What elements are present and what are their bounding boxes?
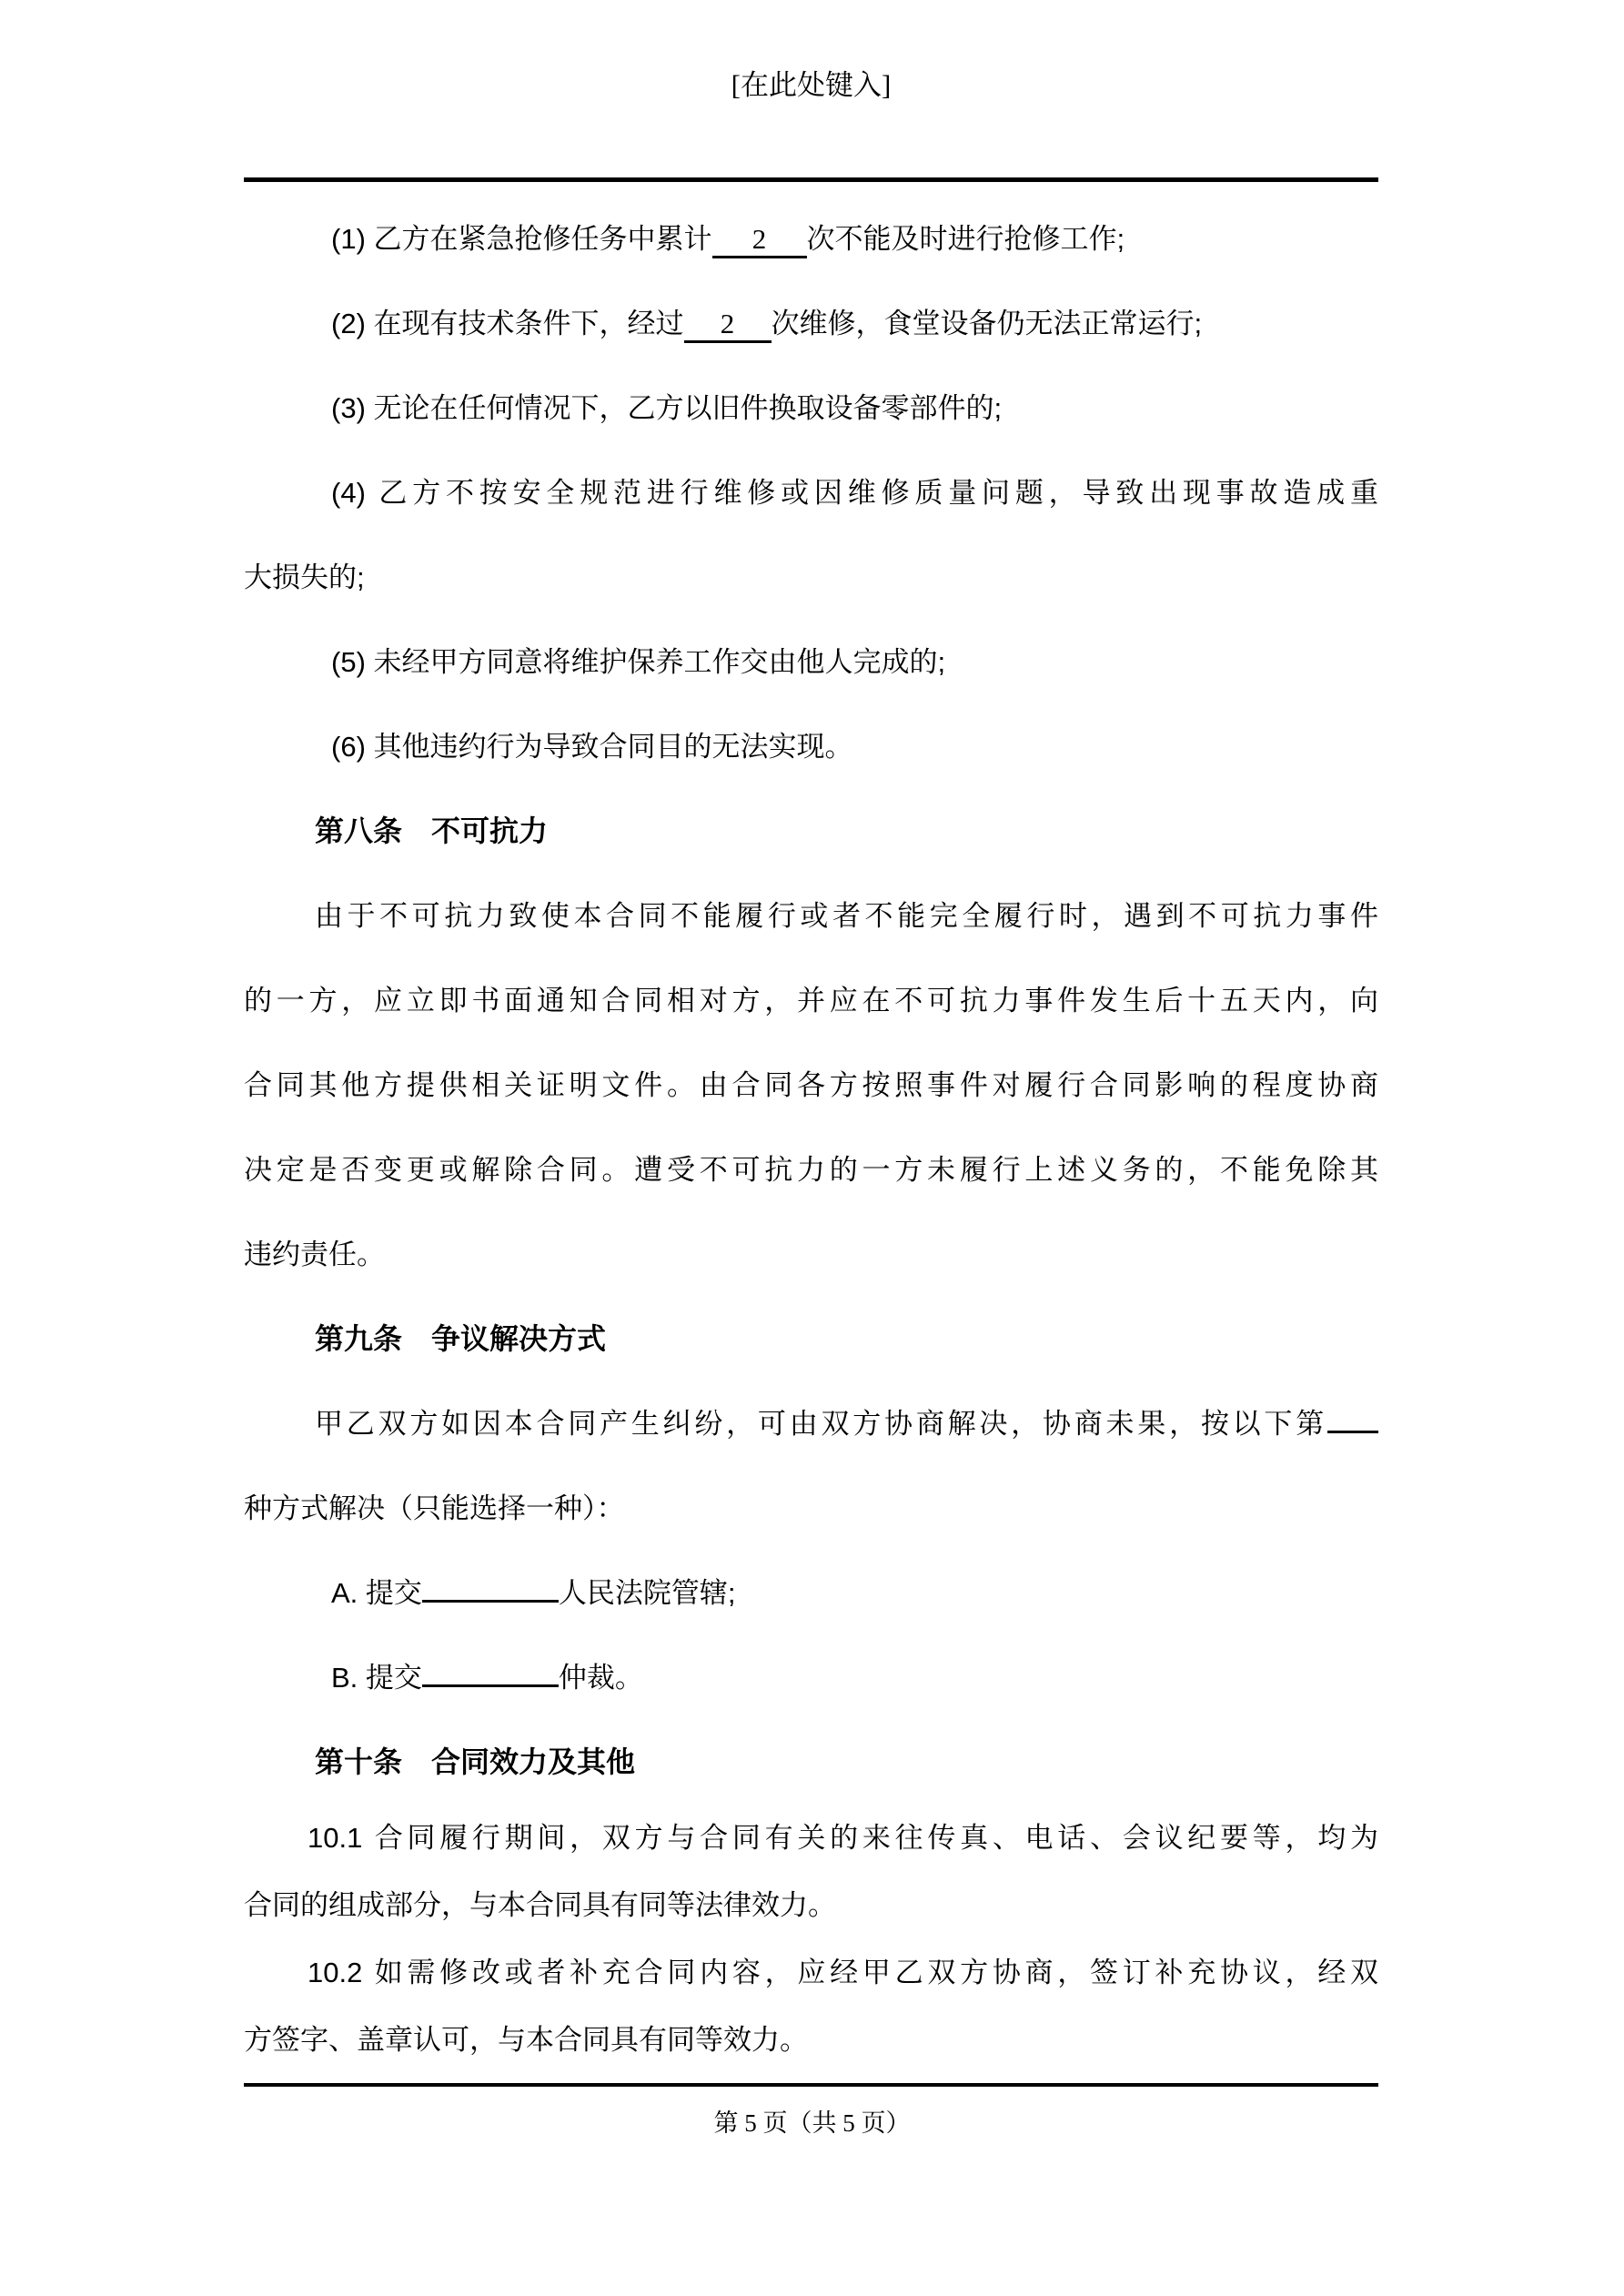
text-run: (1) 乙方在紧急抢修任务中累计 — [331, 223, 712, 255]
text-run: (2) 在现有技术条件下，经过 — [331, 308, 684, 339]
text-run: B. 提交 — [331, 1662, 422, 1694]
blank-maintenance-times[interactable]: 2 — [684, 308, 772, 343]
breach-item-4-line-2: 大损失的; — [244, 561, 365, 593]
article-8-para-line-2: 的一方，应立即书面通知合同相对方，并应在不可抗力事件发生后十五天内，向 — [244, 985, 1378, 1017]
header-type-here-placeholder[interactable]: [在此处键入] — [731, 69, 892, 101]
breach-item-6: (6) 其他违约行为导致合同目的无法实现。 — [331, 731, 853, 763]
article-8-para-line-3: 合同其他方提供相关证明文件。由合同各方按照事件对履行合同影响的程度协商 — [244, 1069, 1378, 1101]
article-9-para-line-1 — [244, 1381, 1378, 1466]
article-9-heading: 第九条 争议解决方式 — [315, 1322, 607, 1355]
text-run: 次维修，食堂设备仍无法正常运行; — [771, 308, 1203, 339]
article-8-para-line-5: 违约责任。 — [244, 1239, 385, 1270]
text-run: 人民法院管辖; — [558, 1577, 736, 1609]
breach-item-4-line-1: (4) 乙方不按安全规范进行维修或因维修质量问题，导致出现事故造成重 — [331, 477, 1378, 509]
clause-10-1-line-1: 10.1 合同履行期间，双方与合同有关的来往传真、电话、会议纪要等，均为 — [308, 1822, 1378, 1854]
article-10-heading: 第十条 合同效力及其他 — [315, 1745, 636, 1778]
breach-item-3: (3) 无论在任何情况下，乙方以旧件换取设备零部件的; — [331, 392, 1003, 424]
clause-10-1-line-2: 合同的组成部分，与本合同具有同等法律效力。 — [244, 1889, 836, 1921]
breach-item-1 — [244, 197, 1378, 281]
option-b-line — [244, 1635, 1378, 1720]
text-run: 仲裁。 — [558, 1662, 643, 1694]
page-header — [244, 0, 1378, 182]
blank-court-name[interactable] — [422, 1600, 559, 1603]
blank-dispute-method-number[interactable] — [1327, 1431, 1378, 1433]
document-body — [244, 182, 1378, 2074]
text-run: A. 提交 — [331, 1577, 422, 1609]
option-a-line — [244, 1551, 1378, 1635]
breach-item-5: (5) 未经甲方同意将维护保养工作交由他人完成的; — [331, 646, 946, 678]
blank-repair-times[interactable]: 2 — [712, 223, 807, 258]
article-8-heading: 第八条 不可抗力 — [315, 814, 549, 847]
blank-arbitration-name[interactable] — [422, 1684, 559, 1687]
clause-10-2-line-1: 10.2 如需修改或者补充合同内容，应经甲乙双方协商，签订补充协议，经双 — [308, 1957, 1378, 1988]
article-8-para-line-1: 由于不可抗力致使本合同不能履行或者不能完全履行时，遇到不可抗力事件 — [315, 900, 1378, 932]
article-8-para-line-4: 决定是否变更或解除合同。遭受不可抗力的一方未履行上述义务的，不能免除其 — [244, 1154, 1378, 1186]
breach-item-2 — [244, 281, 1378, 366]
text-run: 甲乙双方如因本合同产生纠纷，可由双方协商解决，协商未果，按以下第 — [315, 1408, 1327, 1440]
text-run: 次不能及时进行抢修工作; — [806, 223, 1125, 255]
page-number-text: 第 5 页（共 5 页） — [713, 2109, 911, 2137]
page-footer — [0, 2087, 1624, 2139]
article-9-para-line-2: 种方式解决（只能选择一种）： — [244, 1492, 625, 1524]
clause-10-2-line-2: 方签字、盖章认可，与本合同具有同等效力。 — [244, 2024, 808, 2056]
